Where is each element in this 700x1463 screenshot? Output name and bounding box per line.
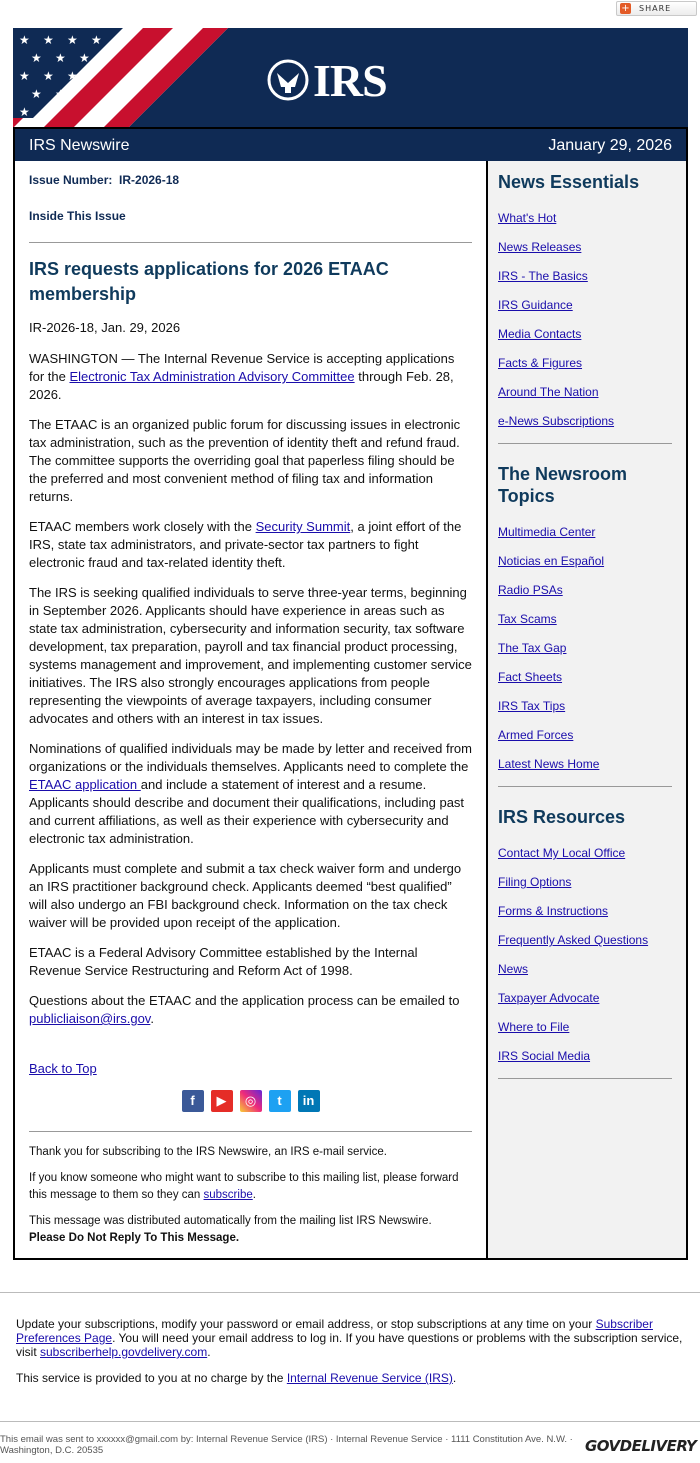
svg-text:★: ★ <box>55 51 66 65</box>
sidebar-link[interactable]: Forms & Instructions <box>498 904 609 918</box>
svg-text:★: ★ <box>43 33 54 47</box>
eagle-seal-icon <box>267 59 309 101</box>
sidebar-link[interactable]: Noticias en Español <box>498 554 605 568</box>
svg-text:★: ★ <box>79 51 90 65</box>
svg-text:★: ★ <box>31 87 42 101</box>
article-paragraph: Applicants must complete and submit a tax check waiver form and undergo an IRS practitioner background check. Applicants deemed “best qualified” will also undergo an FBI background check. Information on the tax check waiver will be provided upon receipt of the application. <box>29 861 462 930</box>
newsroom-topics-heading: The Newsroom Topics <box>498 464 628 506</box>
divider <box>498 443 672 444</box>
social-icons <box>29 1090 472 1112</box>
sidebar-link[interactable]: e-News Subscriptions <box>498 414 615 428</box>
svg-text:★: ★ <box>19 105 30 119</box>
sidebar-link[interactable]: The Tax Gap <box>498 641 567 655</box>
sent-to-text: This email was sent to xxxxxx@gmail.com by: Internal Revenue Service (IRS) · Internal Revenue Service · 1111 Constitution Ave. N.W. · Washington, D.C. 20535 <box>0 1434 573 1456</box>
subscribe-link[interactable]: subscribe <box>203 1189 253 1201</box>
etaac-application-link[interactable]: ETAAC application <box>29 777 141 792</box>
article-paragraph: WASHINGTON — The Internal Revenue Service is accepting applications for the Electronic Tax Administration Advisory Committee through Feb. 28, 2026. <box>29 351 455 402</box>
newswire-titlebar <box>13 127 688 161</box>
twitter-icon[interactable]: t <box>269 1090 291 1112</box>
divider <box>498 1078 672 1079</box>
distributed-text: This message was distributed automatically from the mailing list IRS Newswire. Please Do Not Reply To This Message. <box>29 1215 432 1244</box>
issue-number <box>29 171 472 189</box>
divider <box>0 1292 700 1293</box>
issue-number-label: Issue Number: <box>29 173 113 187</box>
irs-wordmark: IRS <box>313 54 387 106</box>
divider <box>29 242 472 243</box>
no-reply-notice: Please Do Not Reply To This Message. <box>29 1232 240 1244</box>
sidebar-link[interactable]: News <box>498 962 529 976</box>
article-paragraph: The IRS is seeking qualified individuals to serve three-year terms, beginning in September 2026. Applicants should have experience in areas such as state tax administration, cybersecurity and information security, tax software development, tax preparation, payroll and tax financial product processing, systems management and improvement, and implementing customer service initiatives. The IRS also strongly encourages applications from people representing the viewpoints of average taxpayers, including consumer advocates and others with an interest in tax issues. <box>29 585 472 726</box>
sidebar-link[interactable]: Frequently Asked Questions <box>498 933 649 947</box>
back-to-top-link[interactable]: Back to Top <box>29 1061 97 1076</box>
newswire-date: January 29, 2026 <box>548 137 672 154</box>
sidebar-link[interactable]: Taxpayer Advocate <box>498 991 600 1005</box>
share-label: SHARE <box>639 4 672 13</box>
etaac-link[interactable]: Electronic Tax Administration Advisory Committee <box>69 369 355 384</box>
sidebar-link[interactable]: Fact Sheets <box>498 670 563 684</box>
security-summit-link[interactable]: Security Summit <box>255 519 351 534</box>
svg-text:★: ★ <box>55 87 66 101</box>
sidebar-link[interactable]: Facts & Figures <box>498 356 583 370</box>
svg-text:★: ★ <box>31 51 42 65</box>
share-button[interactable] <box>616 1 697 16</box>
facebook-icon[interactable]: f <box>182 1090 204 1112</box>
sidebar-link[interactable]: IRS Social Media <box>498 1049 591 1063</box>
sidebar-link[interactable]: Radio PSAs <box>498 583 563 597</box>
svg-text:★: ★ <box>91 33 102 47</box>
issue-number-value: IR-2026-18 <box>119 173 180 187</box>
subscription-management-text <box>16 1317 686 1397</box>
forward-text: If you know someone who might want to subscribe to this mailing list, please forward this message to them so they can subscribe. <box>29 1172 459 1201</box>
sidebar-link[interactable]: Multimedia Center <box>498 525 596 539</box>
svg-text:★: ★ <box>43 69 54 83</box>
subscriber-help-link[interactable]: subscriberhelp.govdelivery.com <box>40 1345 208 1359</box>
divider <box>498 786 672 787</box>
article-paragraph: ETAAC members work closely with the Security Summit, a joint effort of the IRS, state tax administrators, and private-sector tax partners to fight electronic fraud and tax-related identity theft. <box>29 519 462 570</box>
divider <box>29 1131 472 1132</box>
sidebar-link[interactable]: IRS Guidance <box>498 298 573 312</box>
article-paragraph: ETAAC is a Federal Advisory Committee established by the Internal Revenue Service Restructuring and Reform Act of 1998. <box>29 945 418 978</box>
divider <box>0 1421 700 1422</box>
sidebar-link[interactable]: Media Contacts <box>498 327 582 341</box>
instagram-icon[interactable]: ◎ <box>240 1090 262 1112</box>
govdelivery-logo[interactable] <box>585 1437 696 1455</box>
svg-text:★: ★ <box>19 33 30 47</box>
sidebar-link[interactable]: IRS Tax Tips <box>498 699 566 713</box>
article-paragraph: Nominations of qualified individuals may be made by letter and received from organizations or the individuals themselves. Applicants need to complete the ETAAC application and include a statement of interest and a resume. Applicants should describe and document their qualifications, including past and current affiliations, as well as their experience with cybersecurity and electronic tax administration. <box>29 741 472 846</box>
govdelivery-wordmark: GOVDELIVERY <box>585 1437 697 1455</box>
youtube-icon[interactable]: ▶ <box>211 1090 233 1112</box>
sidebar-link[interactable]: Tax Scams <box>498 612 557 626</box>
irs-resources-list <box>498 846 672 1063</box>
news-essentials-heading: News Essentials <box>498 172 640 192</box>
linkedin-icon[interactable]: in <box>298 1090 320 1112</box>
sidebar-link[interactable]: IRS - The Basics <box>498 269 588 283</box>
sidebar-link[interactable]: Where to File <box>498 1020 570 1034</box>
article-headline: IRS requests applications for 2026 ETAAC membership <box>29 259 389 304</box>
sidebar-link[interactable]: News Releases <box>498 240 582 254</box>
irs-logo <box>267 55 387 105</box>
irs-link[interactable]: Internal Revenue Service (IRS) <box>286 1371 453 1385</box>
content-frame <box>13 161 688 1260</box>
sidebar <box>486 161 686 1258</box>
service-provider-text: This service is provided to you at no charge by the Internal Revenue Service (IRS). <box>16 1371 457 1385</box>
subscriber-preferences-link[interactable]: Subscriber Preferences Page <box>16 1317 653 1345</box>
subscription-footer <box>29 1144 472 1247</box>
plus-icon: + <box>621 3 630 14</box>
article-paragraph: Questions about the ETAAC and the application process can be emailed to publicliaison@irs.gov. <box>29 993 460 1026</box>
sidebar-link[interactable]: Latest News Home <box>498 757 600 771</box>
thanks-text: Thank you for subscribing to the IRS Newswire, an IRS e-mail service. <box>29 1146 387 1158</box>
newsroom-topics-list <box>498 525 672 771</box>
update-subscriptions-text: Update your subscriptions, modify your password or email address, or stop subscriptions at any time on your Subscriber Preferences Page. You will need your email address to log in. If you have questions or problems with the subscription service, visit subscriberhelp.govdelivery.com. <box>16 1317 683 1359</box>
irs-resources-heading: IRS Resources <box>498 807 626 827</box>
inside-this-issue: Inside This Issue <box>29 209 126 223</box>
sidebar-link[interactable]: Filing Options <box>498 875 572 889</box>
sidebar-link[interactable]: Around The Nation <box>498 385 599 399</box>
sidebar-link[interactable]: What's Hot <box>498 211 557 225</box>
svg-text:★: ★ <box>19 69 30 83</box>
article-dateline: IR-2026-18, Jan. 29, 2026 <box>29 320 181 335</box>
sidebar-link[interactable]: Armed Forces <box>498 728 574 742</box>
email-link[interactable]: publicliaison@irs.gov <box>29 1011 151 1026</box>
us-flag-graphic <box>13 28 228 127</box>
svg-text:★: ★ <box>67 69 78 83</box>
irs-banner <box>13 28 688 127</box>
sidebar-link[interactable]: Contact My Local Office <box>498 846 626 860</box>
article-paragraph: The ETAAC is an organized public forum for discussing issues in electronic tax administration, such as the prevention of identity theft and refund fraud. The committee supports the overriding goal that paperless filing should be the preferred and most convenient method of filing tax and information returns. <box>29 417 461 504</box>
svg-text:★: ★ <box>67 33 78 47</box>
main-column <box>15 161 486 1258</box>
news-essentials-list <box>498 211 672 428</box>
newswire-name: IRS Newswire <box>29 137 130 154</box>
